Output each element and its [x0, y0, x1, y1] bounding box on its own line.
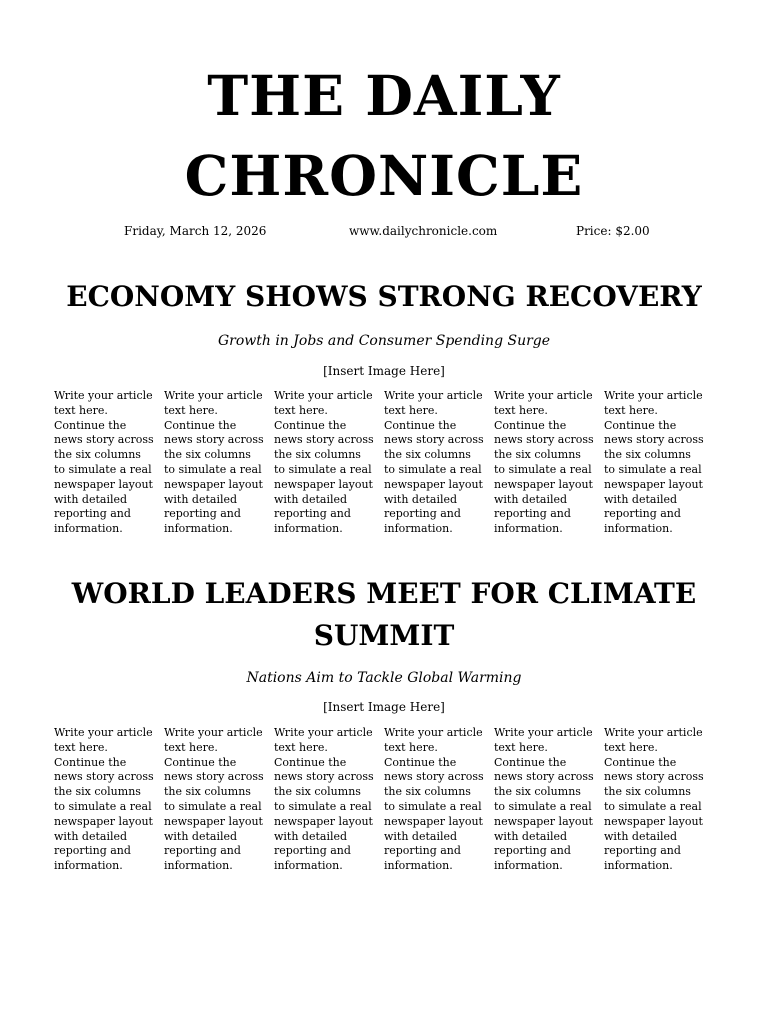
masthead-line-2: CHRONICLE — [184, 143, 584, 208]
issue-price: Price: $2.00 — [576, 224, 650, 238]
article-1-image-placeholder: [Insert Image Here] — [323, 364, 445, 378]
article-1-subheadline: Growth in Jobs and Consumer Spending Surge — [217, 333, 551, 349]
article-2-column-5: Write your article text here. Continue the news story across the six columns to simulate a real newspaper layout with detailed reporting and information. — [494, 726, 594, 873]
article-1-column-6: Write your article text here. Continue the news story across the six columns to simulate a real newspaper layout with detailed reporting and information. — [604, 389, 704, 536]
article-1-column-1: Write your article text here. Continue the news story across the six columns to simulate a real newspaper layout with detailed reporting and information. — [54, 389, 154, 536]
website-address: www.dailychronicle.com — [349, 224, 498, 238]
newspaper-masthead — [0, 56, 768, 216]
article-1-column-5: Write your article text here. Continue the news story across the six columns to simulate a real newspaper layout with detailed reporting and information. — [494, 389, 594, 536]
article-2-column-1: Write your article text here. Continue the news story across the six columns to simulate a real newspaper layout with detailed reporting and information. — [54, 726, 154, 873]
article-1-column-3: Write your article text here. Continue the news story across the six columns to simulate a real newspaper layout with detailed reporting and information. — [274, 389, 374, 536]
article-1-columns — [54, 389, 734, 537]
article-2-column-6: Write your article text here. Continue the news story across the six columns to simulate a real newspaper layout with detailed reporting and information. — [604, 726, 704, 873]
masthead-line-1: THE DAILY — [207, 63, 561, 128]
article-2-subheadline: Nations Aim to Tackle Global Warming — [246, 670, 522, 686]
article-2-column-2: Write your article text here. Continue the news story across the six columns to simulate a real newspaper layout with detailed reporting and information. — [164, 726, 264, 873]
article-2-headline: WORLD LEADERS MEET FOR CLIMATE SUMMIT — [71, 577, 697, 652]
dateline — [0, 224, 768, 242]
article-2-image-placeholder: [Insert Image Here] — [323, 700, 445, 714]
article-2-columns — [54, 726, 734, 874]
article-1-headline: ECONOMY SHOWS STRONG RECOVERY — [66, 280, 702, 313]
article-2-column-4: Write your article text here. Continue the news story across the six columns to simulate a real newspaper layout with detailed reporting and information. — [384, 726, 484, 873]
article-1-column-2: Write your article text here. Continue the news story across the six columns to simulate a real newspaper layout with detailed reporting and information. — [164, 389, 264, 536]
article-1-column-4: Write your article text here. Continue the news story across the six columns to simulate a real newspaper layout with detailed reporting and information. — [384, 389, 484, 536]
article-2-column-3: Write your article text here. Continue the news story across the six columns to simulate a real newspaper layout with detailed reporting and information. — [274, 726, 374, 873]
issue-date: Friday, March 12, 2026 — [124, 224, 267, 238]
